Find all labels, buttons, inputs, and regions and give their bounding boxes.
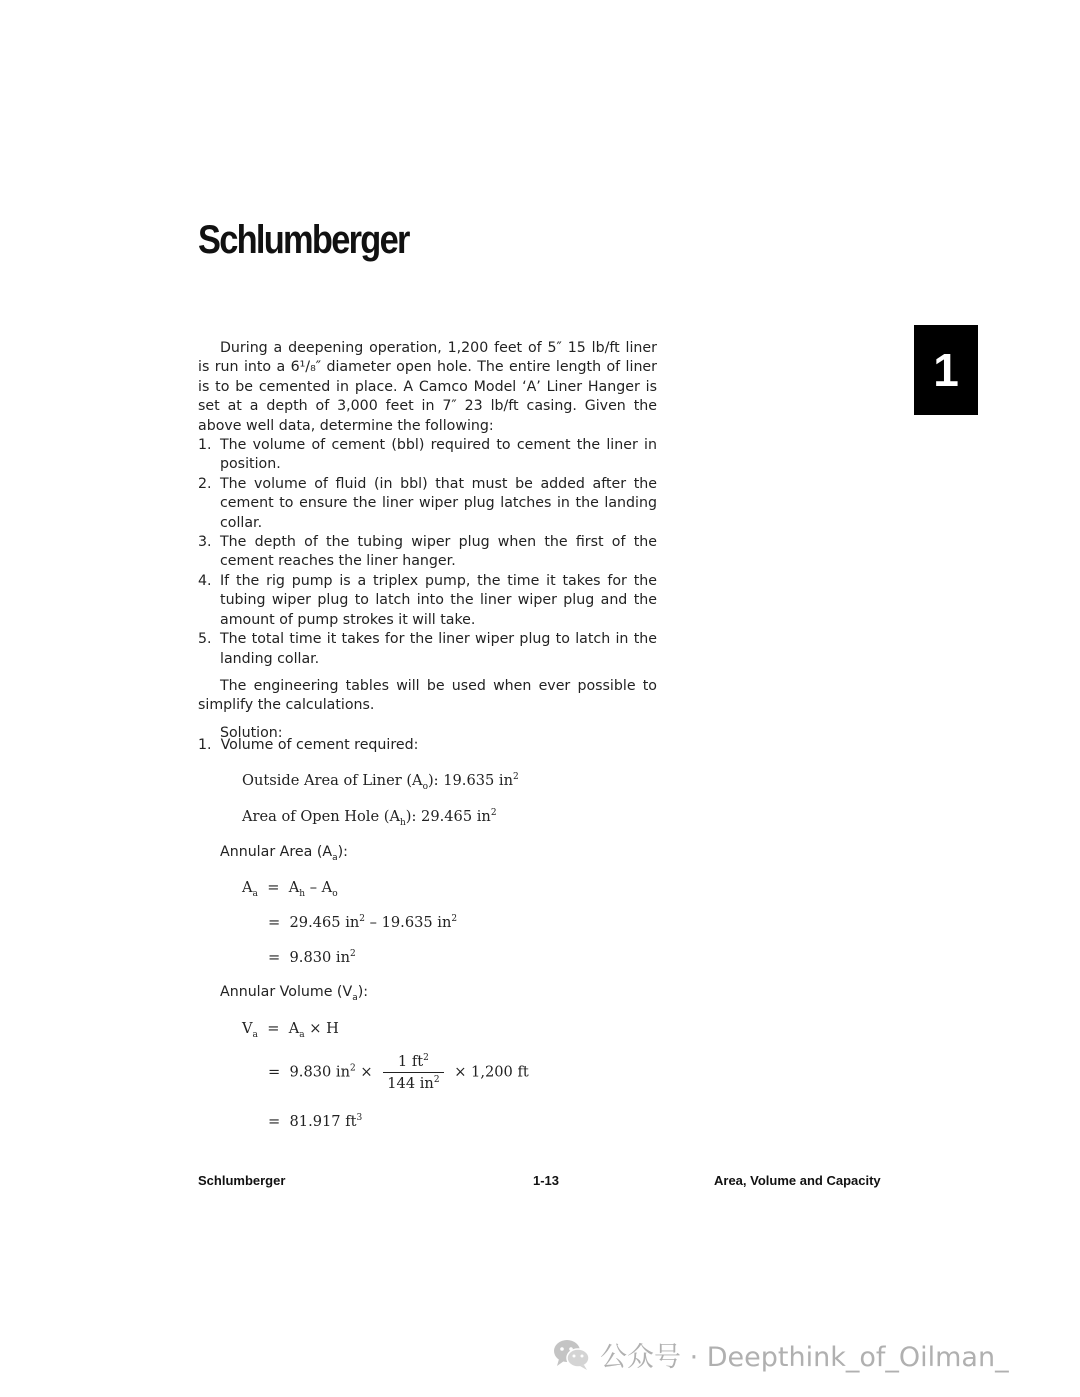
problem-statement (198, 339, 657, 743)
step1-heading: 1. Volume of cement required: (198, 737, 419, 753)
footer-right: Area, Volume and Capacity (714, 1173, 881, 1188)
list-item: 1. The volume of cement (bbl) required to cement the liner in position. (198, 437, 657, 473)
task-list (198, 436, 657, 669)
wechat-icon (552, 1337, 592, 1371)
annular-volume-equation: $V_a = A_a \times H$ (242, 1020, 339, 1040)
solution-label: Solution: (220, 724, 283, 741)
list-item: 4. If the rig pump is a triplex pump, the time it takes for the tubing wiper plug to latch into the liner wiper plug and the amount of pump strokes it will take. (198, 572, 657, 628)
tables-note: The engineering tables will be used when ever possible to simplify the calculations. (198, 677, 657, 714)
annular-area-label: Annular Area $(A_a)$: (220, 844, 348, 863)
chapter-number: 1 (933, 344, 959, 396)
watermark-text: 公众号 · Deepthink_of_Oilman_ (600, 1341, 1009, 1373)
annular-area-result: = 9.830 $in^2$ (268, 949, 356, 966)
footer-left: Schlumberger (198, 1173, 286, 1188)
annular-area-substitution: = 29.465 $in^2 - 19.635$ $in^2$ (268, 914, 458, 931)
annular-area-equation: $A_a = A_h - A_o$ (242, 879, 338, 899)
conversion-fraction: $\frac{1 ft^2}{144 in^2}$ (383, 1053, 443, 1092)
list-item: 3. The depth of the tubing wiper plug when the first of the cement reaches the liner hanger. (198, 534, 657, 570)
annular-volume-substitution: = 9.830 $in^2$ × $\frac{1 ft^2}{144 in^2}$ × 1,200 ft (268, 1053, 529, 1092)
schlumberger-logo: Schlumberger (198, 218, 409, 262)
list-item: 2. The volume of fluid (in bbl) that must be added after the cement to ensure the liner wiper plug latches in the landing collar. (198, 475, 657, 531)
outside-area-line: Outside Area of Liner $(A_o)$: 19.635 $in^2$ (242, 772, 519, 792)
watermark (552, 1336, 1009, 1372)
intro-paragraph: During a deepening operation, 1,200 feet of 5″ 15 lb/ft liner is run into a 6¹/₈″ diameter open hole. The entire length of liner is to be cemented in place. A Camco Model ‘A’ Liner Hanger is set at a depth of 3,000 feet in 7″ 23 lb/ft casing. Given the above well data, determine the following: (198, 340, 657, 434)
annular-volume-label: Annular Volume $(V_a)$: (220, 984, 369, 1003)
annular-volume-result: = 81.917 $ft^3$ (268, 1113, 363, 1130)
list-item: 5. The total time it takes for the liner wiper plug to latch in the landing collar. (198, 631, 657, 667)
hole-area-line: Area of Open Hole $(A_h)$: 29.465 $in^2$ (242, 808, 497, 828)
footer-page-number: 1-13 (533, 1173, 560, 1188)
chapter-tab (914, 325, 978, 415)
